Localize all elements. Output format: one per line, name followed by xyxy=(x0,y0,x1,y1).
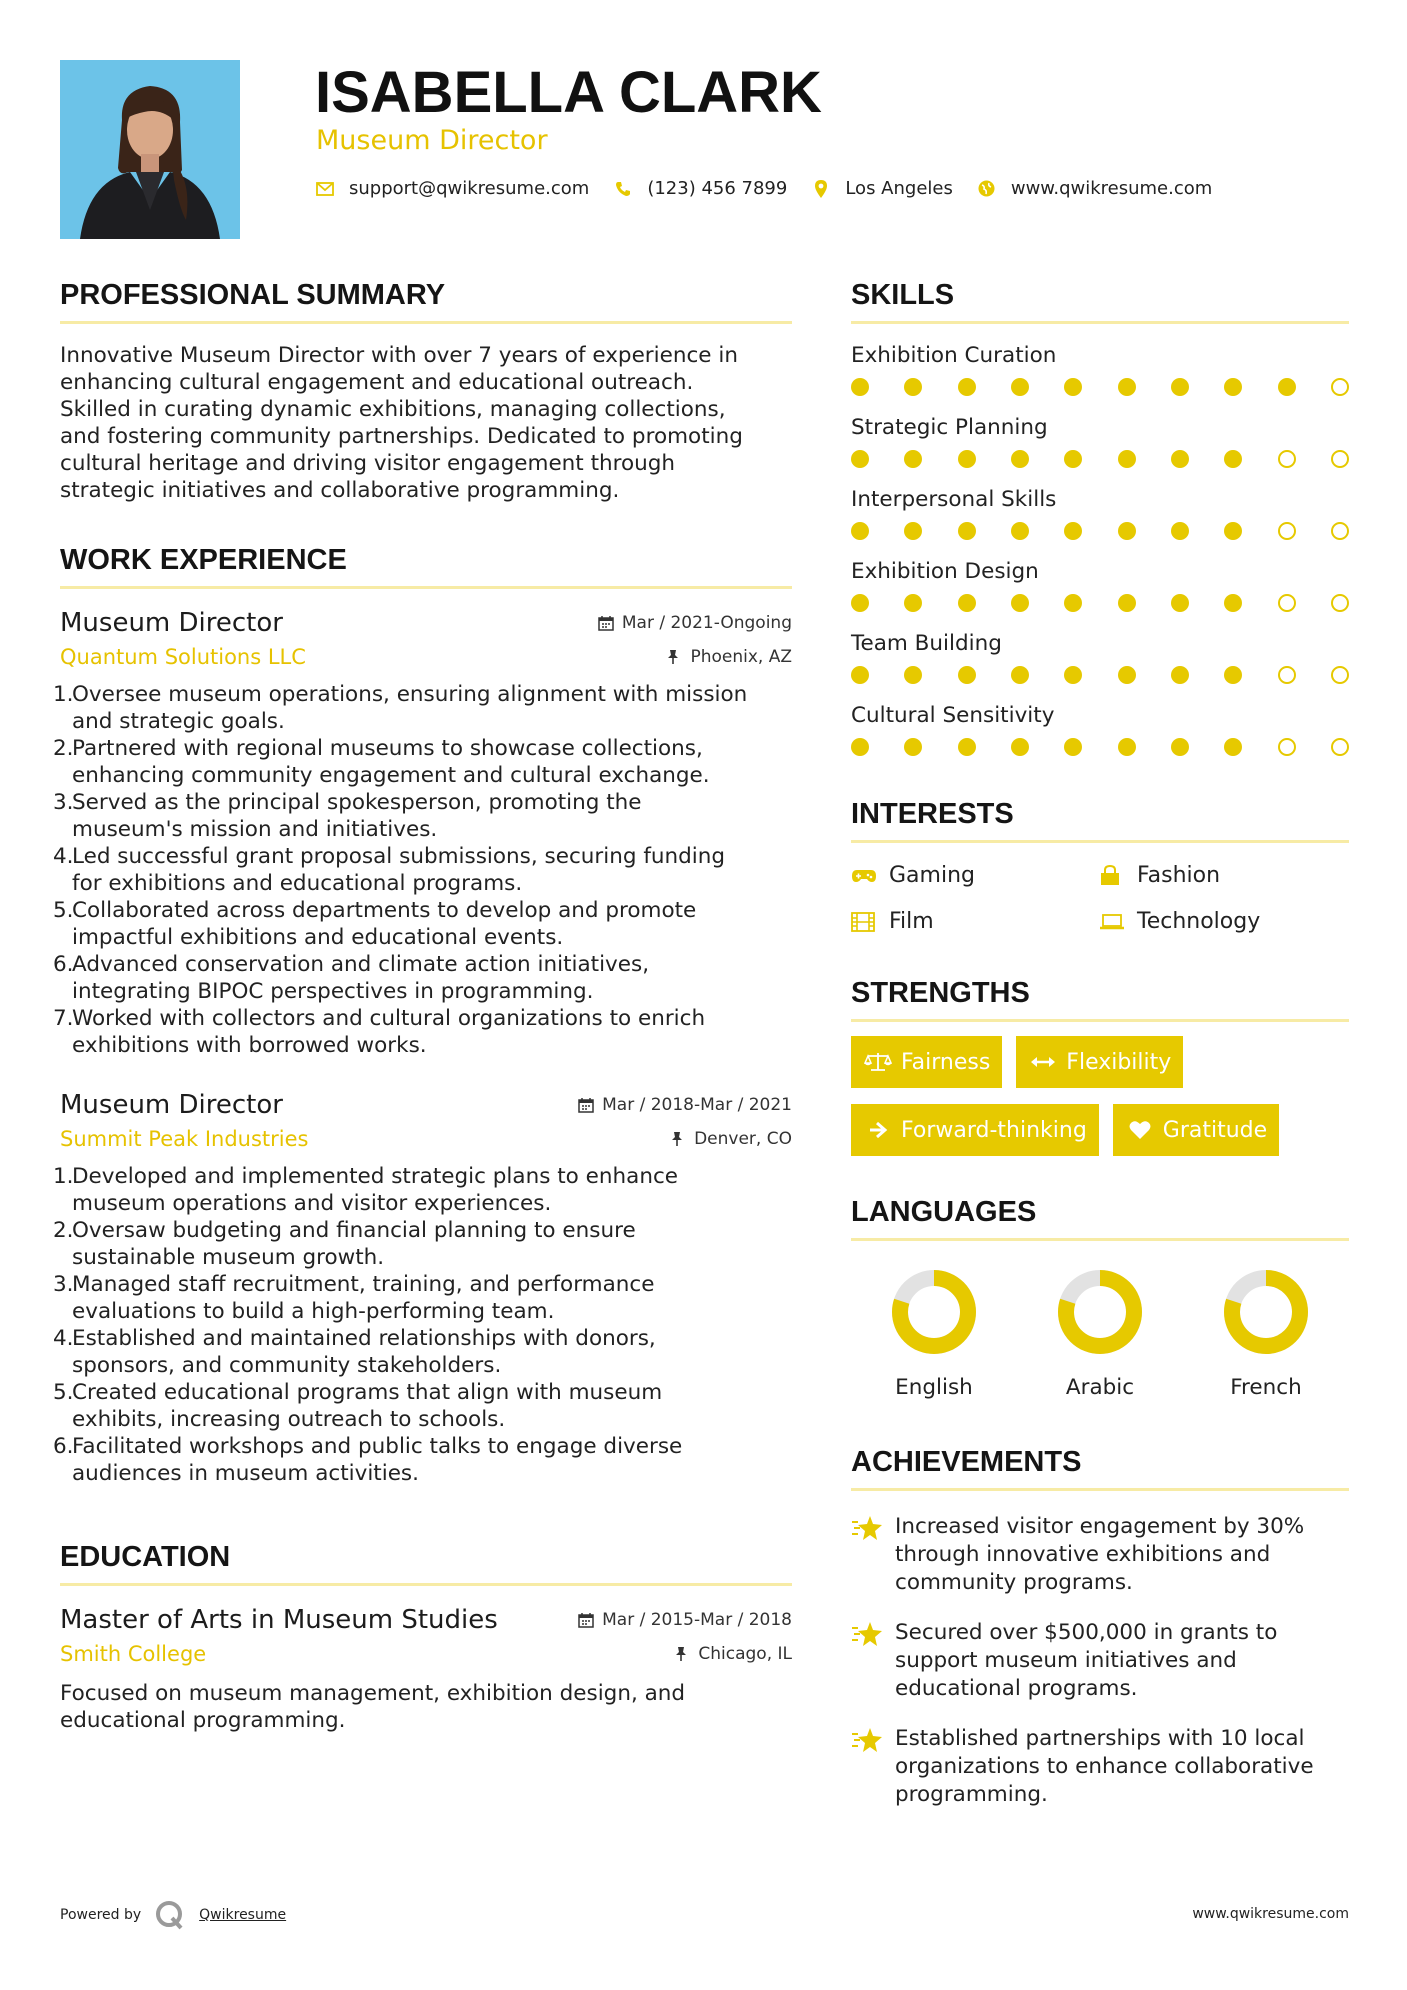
rating-dot-filled xyxy=(1064,738,1082,756)
contact-website[interactable] xyxy=(977,178,1212,199)
summary-line: Skilled in curating dynamic exhibitions, managing collections, xyxy=(60,397,726,422)
education-date-text: Mar / 2015-Mar / 2018 xyxy=(602,1610,792,1630)
language-item xyxy=(1017,1269,1183,1400)
arrow-right-icon xyxy=(863,1118,893,1142)
rating-dot-filled xyxy=(851,378,869,396)
rating-dot-filled xyxy=(1011,450,1029,468)
rating-dot-filled xyxy=(851,594,869,612)
duty-line: Served as the principal spokesperson, promoting the xyxy=(72,790,642,815)
rating-dot-filled xyxy=(1118,666,1136,684)
skill-item xyxy=(851,414,1349,468)
rating-dot-empty xyxy=(1278,738,1296,756)
summary-line: enhancing cultural engagement and educational outreach. xyxy=(60,370,694,395)
rating-dot-filled xyxy=(1118,522,1136,540)
duty-line: sustainable museum growth. xyxy=(72,1245,385,1270)
interest-label: Technology xyxy=(1137,909,1261,934)
duty-line: impactful exhibitions and educational events. xyxy=(72,925,564,950)
job-date xyxy=(578,1095,792,1115)
list-number: 5. xyxy=(53,1380,74,1405)
rating-dot-filled xyxy=(1118,450,1136,468)
shopping-bag-icon xyxy=(1099,864,1127,888)
globe-icon xyxy=(977,179,997,199)
duty-line: sponsors, and community stakeholders. xyxy=(72,1353,502,1378)
strength-label: Gratitude xyxy=(1162,1117,1268,1143)
duties-list xyxy=(53,681,792,1059)
list-item xyxy=(53,1271,792,1325)
rating-dot-empty xyxy=(1331,738,1349,756)
skill-item xyxy=(851,702,1349,756)
duty-line: audiences in museum activities. xyxy=(72,1461,419,1486)
rating-dot-filled xyxy=(1011,666,1029,684)
achievement-line: through innovative exhibitions and xyxy=(895,1542,1271,1567)
rating-dot-filled xyxy=(1011,378,1029,396)
duty-line: Led successful grant proposal submissions, securing funding xyxy=(72,844,726,869)
achievement-item xyxy=(851,1513,1349,1597)
list-number: 6. xyxy=(53,952,74,977)
interests-grid xyxy=(851,863,1349,935)
strength-badge xyxy=(851,1036,1002,1088)
achievement-line: Increased visitor engagement by 30% xyxy=(895,1514,1305,1539)
laptop-icon xyxy=(1099,910,1127,934)
job-location-text: Phoenix, AZ xyxy=(690,647,792,667)
contact-location xyxy=(811,178,953,199)
right-column xyxy=(851,275,1349,1809)
job-location xyxy=(666,647,792,667)
duty-line: Developed and implemented strategic plans to enhance xyxy=(72,1164,678,1189)
strength-badge xyxy=(1016,1036,1183,1088)
company-name: Summit Peak Industries xyxy=(60,1127,309,1151)
skill-item xyxy=(851,630,1349,684)
language-name: Arabic xyxy=(1065,1375,1135,1400)
job-title: Museum Director xyxy=(60,608,283,638)
skill-rating xyxy=(851,450,1349,468)
language-proficiency-donut xyxy=(1057,1269,1143,1355)
rating-dot-filled xyxy=(851,522,869,540)
list-number: 4. xyxy=(53,1326,74,1351)
qwikresume-logo-icon xyxy=(155,1900,185,1930)
job-location-text: Denver, CO xyxy=(694,1129,792,1149)
rating-dot-empty xyxy=(1331,522,1349,540)
interest-item xyxy=(851,863,1099,889)
rating-dot-filled xyxy=(1171,378,1189,396)
rating-dot-filled xyxy=(1171,594,1189,612)
list-item xyxy=(53,1163,792,1217)
rating-dot-filled xyxy=(851,738,869,756)
rating-dot-filled xyxy=(1064,378,1082,396)
skill-rating xyxy=(851,738,1349,756)
list-number: 2. xyxy=(53,736,74,761)
list-item xyxy=(53,1005,792,1059)
list-item xyxy=(53,1325,792,1379)
rating-dot-filled xyxy=(958,594,976,612)
education-date xyxy=(578,1610,792,1630)
candidate-name: ISABELLA CLARK xyxy=(315,60,822,125)
skill-item xyxy=(851,558,1349,612)
list-item xyxy=(53,789,792,843)
skill-rating xyxy=(851,378,1349,396)
website-text: www.qwikresume.com xyxy=(1010,178,1213,199)
achievement-line: support museum initiatives and xyxy=(895,1648,1237,1673)
arrows-horizontal-icon xyxy=(1028,1050,1058,1074)
summary-line: and fostering community partnerships. Dedicated to promoting xyxy=(60,424,743,449)
rating-dot-filled xyxy=(1064,594,1082,612)
job-date-text: Mar / 2018-Mar / 2021 xyxy=(602,1095,792,1115)
strength-label: Fairness xyxy=(901,1049,991,1075)
interest-item xyxy=(851,909,1099,935)
skill-name: Exhibition Curation xyxy=(851,343,1057,368)
rating-dot-filled xyxy=(904,738,922,756)
job-date xyxy=(598,613,792,633)
rating-dot-filled xyxy=(1278,378,1296,396)
location-text: Los Angeles xyxy=(845,178,953,199)
rating-dot-filled xyxy=(958,666,976,684)
duty-line: Managed staff recruitment, training, and performance xyxy=(72,1272,655,1297)
duty-line: Created educational programs that align with museum xyxy=(72,1380,663,1405)
gamepad-icon xyxy=(851,864,879,888)
duty-line: Oversaw budgeting and financial planning to ensure xyxy=(72,1218,636,1243)
strength-label: Forward-thinking xyxy=(901,1117,1087,1143)
envelope-icon xyxy=(315,179,335,199)
left-column xyxy=(53,275,792,1734)
list-item xyxy=(53,951,792,1005)
calendar-icon xyxy=(578,1612,594,1628)
rating-dot-filled xyxy=(958,450,976,468)
school-name: Smith College xyxy=(60,1642,207,1666)
achievement-line: programming. xyxy=(895,1782,1048,1807)
rating-dot-filled xyxy=(1064,522,1082,540)
achievement-item xyxy=(851,1619,1349,1703)
list-number: 2. xyxy=(53,1218,74,1243)
language-name: French xyxy=(1230,1375,1302,1400)
achievements-heading: ACHIEVEMENTS xyxy=(851,1442,1349,1491)
duty-line: Facilitated workshops and public talks to engage diverse xyxy=(72,1434,683,1459)
interest-label: Film xyxy=(889,909,934,934)
summary-line: cultural heritage and driving visitor engagement through xyxy=(60,451,676,476)
education-heading: EDUCATION xyxy=(60,1537,792,1586)
list-number: 6. xyxy=(53,1434,74,1459)
achievement-line: community programs. xyxy=(895,1570,1133,1595)
strength-badge xyxy=(1113,1104,1279,1156)
language-item xyxy=(1183,1269,1349,1400)
duty-line: Advanced conservation and climate action initiatives, xyxy=(72,952,650,977)
list-number: 4. xyxy=(53,844,74,869)
achievement-item xyxy=(851,1725,1349,1809)
phone-icon xyxy=(613,179,633,199)
job-entry xyxy=(53,607,792,1059)
interest-label: Fashion xyxy=(1137,863,1221,888)
duty-line: exhibitions with borrowed works. xyxy=(72,1033,427,1058)
interest-item xyxy=(1099,863,1349,889)
candidate-role: Museum Director xyxy=(316,125,548,156)
language-name: English xyxy=(895,1375,973,1400)
rating-dot-filled xyxy=(1011,738,1029,756)
skills-heading: SKILLS xyxy=(851,275,1349,324)
list-item xyxy=(53,1217,792,1271)
rating-dot-filled xyxy=(904,378,922,396)
job-title: Museum Director xyxy=(60,1090,283,1120)
achievement-line: educational programs. xyxy=(895,1676,1138,1701)
skill-name: Interpersonal Skills xyxy=(851,487,1057,512)
rating-dot-empty xyxy=(1331,666,1349,684)
duty-line: Worked with collectors and cultural organizations to enrich xyxy=(72,1006,706,1031)
strength-badge xyxy=(851,1104,1099,1156)
skills-list xyxy=(851,342,1349,756)
education-line: Focused on museum management, exhibition design, and xyxy=(60,1681,686,1706)
phone-text: (123) 456 7899 xyxy=(647,178,788,199)
duty-line: Partnered with regional museums to showcase collections, xyxy=(72,736,703,761)
pushpin-icon xyxy=(666,649,682,665)
rating-dot-empty xyxy=(1278,594,1296,612)
list-item xyxy=(53,1433,792,1487)
skill-rating xyxy=(851,666,1349,684)
duty-line: Oversee museum operations, ensuring alignment with mission xyxy=(72,682,748,707)
skill-name: Team Building xyxy=(851,631,1002,656)
languages-list xyxy=(851,1269,1349,1400)
list-item xyxy=(53,735,792,789)
rating-dot-filled xyxy=(958,522,976,540)
rating-dot-filled xyxy=(904,666,922,684)
achievement-line: organizations to enhance collaborative xyxy=(895,1754,1314,1779)
calendar-icon xyxy=(598,615,614,631)
duty-line: for exhibitions and educational programs. xyxy=(72,871,523,896)
calendar-icon xyxy=(578,1097,594,1113)
job-entry xyxy=(53,1089,792,1487)
brand-link[interactable]: Qwikresume xyxy=(199,1907,287,1923)
rating-dot-filled xyxy=(1224,594,1242,612)
skill-item xyxy=(851,486,1349,540)
rating-dot-filled xyxy=(904,522,922,540)
rating-dot-empty xyxy=(1331,594,1349,612)
rating-dot-filled xyxy=(1171,522,1189,540)
rating-dot-filled xyxy=(1011,522,1029,540)
duty-line: integrating BIPOC perspectives in programming. xyxy=(72,979,594,1004)
duties-list xyxy=(53,1163,792,1487)
list-number: 3. xyxy=(53,790,74,815)
rating-dot-filled xyxy=(1224,450,1242,468)
interest-item xyxy=(1099,909,1349,935)
list-number: 5. xyxy=(53,898,74,923)
star-icon xyxy=(851,1513,885,1597)
list-item xyxy=(53,897,792,951)
email-text: support@qwikresume.com xyxy=(349,178,590,199)
skill-item xyxy=(851,342,1349,396)
duty-line: museum operations and visitor experiences. xyxy=(72,1191,552,1216)
duty-line: exhibits, increasing outreach to schools. xyxy=(72,1407,506,1432)
powered-by-text: Powered by xyxy=(60,1907,142,1923)
list-item xyxy=(53,843,792,897)
rating-dot-filled xyxy=(851,450,869,468)
education-location-text: Chicago, IL xyxy=(698,1644,792,1664)
summary-line: Innovative Museum Director with over 7 years of experience in xyxy=(60,343,738,368)
contact-bar xyxy=(315,178,1236,199)
rating-dot-filled xyxy=(1064,450,1082,468)
achievements-list xyxy=(851,1513,1349,1809)
duty-line: and strategic goals. xyxy=(72,709,285,734)
rating-dot-filled xyxy=(851,666,869,684)
footer-powered-by xyxy=(60,1900,286,1930)
pushpin-icon xyxy=(670,1131,686,1147)
rating-dot-filled xyxy=(958,378,976,396)
duty-line: evaluations to build a high-performing team. xyxy=(72,1299,555,1324)
education-location xyxy=(674,1644,792,1664)
skill-name: Cultural Sensitivity xyxy=(851,703,1055,728)
map-pin-icon xyxy=(811,179,831,199)
language-item xyxy=(851,1269,1017,1400)
rating-dot-filled xyxy=(1118,378,1136,396)
rating-dot-filled xyxy=(904,594,922,612)
summary-line: strategic initiatives and collaborative programming. xyxy=(60,478,620,503)
skill-rating xyxy=(851,522,1349,540)
summary-text xyxy=(60,342,792,504)
rating-dot-filled xyxy=(958,738,976,756)
skill-name: Exhibition Design xyxy=(851,559,1039,584)
strength-label: Flexibility xyxy=(1066,1049,1172,1075)
strengths-heading: STRENGTHS xyxy=(851,973,1349,1022)
rating-dot-filled xyxy=(1171,666,1189,684)
languages-heading: LANGUAGES xyxy=(851,1192,1349,1241)
list-item xyxy=(53,1379,792,1433)
rating-dot-empty xyxy=(1331,378,1349,396)
list-number: 1. xyxy=(53,1164,74,1189)
company-name: Quantum Solutions LLC xyxy=(60,645,306,669)
star-icon xyxy=(851,1619,885,1703)
duty-line: museum's mission and initiatives. xyxy=(72,817,438,842)
list-item xyxy=(53,681,792,735)
list-number: 7. xyxy=(53,1006,74,1031)
rating-dot-empty xyxy=(1278,666,1296,684)
achievement-line: Established partnerships with 10 local xyxy=(895,1726,1305,1751)
balance-scale-icon xyxy=(863,1050,893,1074)
duty-line: Collaborated across departments to develop and promote xyxy=(72,898,697,923)
rating-dot-empty xyxy=(1278,522,1296,540)
language-proficiency-donut xyxy=(891,1269,977,1355)
interest-label: Gaming xyxy=(889,863,975,888)
duty-line: Established and maintained relationships with donors, xyxy=(72,1326,656,1351)
education-line: educational programming. xyxy=(60,1708,346,1733)
list-number: 3. xyxy=(53,1272,74,1297)
experience-heading: WORK EXPERIENCE xyxy=(60,540,792,589)
rating-dot-filled xyxy=(1011,594,1029,612)
degree-title: Master of Arts in Museum Studies xyxy=(60,1605,498,1635)
interests-heading: INTERESTS xyxy=(851,794,1349,843)
rating-dot-filled xyxy=(1224,522,1242,540)
rating-dot-filled xyxy=(1171,450,1189,468)
rating-dot-filled xyxy=(1224,738,1242,756)
heart-icon xyxy=(1125,1118,1155,1142)
language-proficiency-donut xyxy=(1223,1269,1309,1355)
strengths-list xyxy=(851,1036,1349,1172)
list-number: 1. xyxy=(53,682,74,707)
contact-phone[interactable] xyxy=(613,178,787,199)
rating-dot-filled xyxy=(1171,738,1189,756)
profile-photo xyxy=(60,60,240,239)
job-location xyxy=(670,1129,792,1149)
summary-heading: PROFESSIONAL SUMMARY xyxy=(60,275,792,324)
film-icon xyxy=(851,910,879,934)
rating-dot-empty xyxy=(1278,450,1296,468)
star-icon xyxy=(851,1725,885,1809)
skill-name: Strategic Planning xyxy=(851,415,1048,440)
pushpin-icon xyxy=(674,1646,690,1662)
education-entry xyxy=(60,1604,792,1734)
job-date-text: Mar / 2021-Ongoing xyxy=(621,613,792,633)
rating-dot-filled xyxy=(904,450,922,468)
education-description xyxy=(60,1680,792,1734)
rating-dot-filled xyxy=(1118,738,1136,756)
achievement-line: Secured over $500,000 in grants to xyxy=(895,1620,1278,1645)
rating-dot-filled xyxy=(1224,378,1242,396)
footer-website[interactable]: www.qwikresume.com xyxy=(1192,1906,1349,1922)
rating-dot-filled xyxy=(1064,666,1082,684)
rating-dot-filled xyxy=(1224,666,1242,684)
contact-email[interactable] xyxy=(315,178,589,199)
skill-rating xyxy=(851,594,1349,612)
rating-dot-filled xyxy=(1118,594,1136,612)
rating-dot-empty xyxy=(1331,450,1349,468)
duty-line: enhancing community engagement and cultural exchange. xyxy=(72,763,710,788)
